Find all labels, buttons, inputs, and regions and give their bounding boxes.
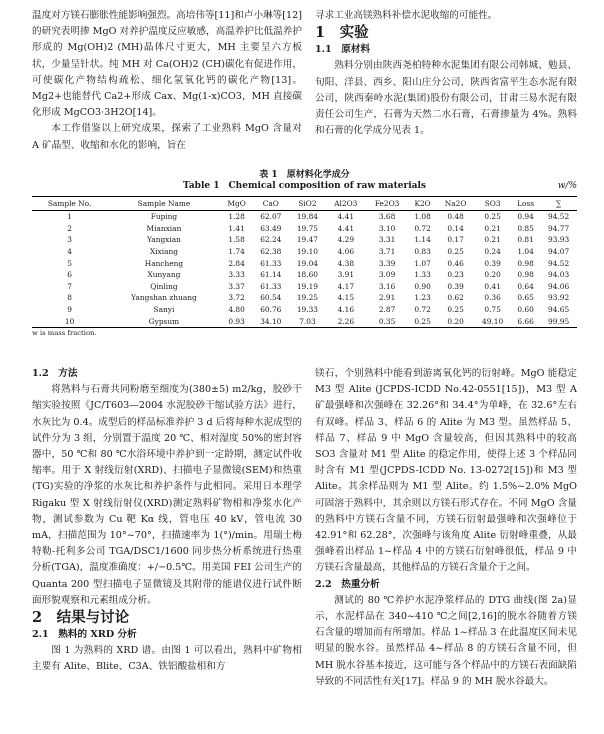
table-cell: 1.28: [228, 212, 245, 222]
table-cell: 0.20: [437, 315, 474, 327]
subsection-heading-methods: 1.2 方法: [32, 368, 78, 379]
table-cell: 2.84: [228, 258, 245, 268]
table-cell: 0.35: [366, 315, 409, 327]
table-cell: 3.10: [378, 223, 396, 233]
table-cell: 0.72: [414, 223, 431, 233]
table-cell: 1.74: [228, 247, 245, 257]
table-header-cell: SO3: [474, 197, 511, 211]
paragraph-aim-continued: 寻求工业高镁熟料补偿水泥收缩的可能性。: [315, 10, 498, 21]
table-cell: 0.21: [484, 223, 501, 233]
table-unit: w/%: [557, 181, 577, 191]
table-cell: 4.15: [337, 293, 355, 303]
table-row: [32, 211, 577, 223]
table-cell: 62.07: [260, 212, 282, 222]
table-cell: 2.26: [326, 315, 366, 327]
table-row: [32, 257, 577, 269]
table-cell: 1.33: [414, 270, 431, 280]
table-cell: 4: [67, 247, 72, 257]
table-cell: 19.75: [296, 223, 319, 233]
paragraph-xrd: 图 1 为熟料的 XRD 谱。由图 1 可以看出，熟料中矿物相主要有 Alite、Blite、C3A、铁铝酸盐相和方: [32, 645, 302, 673]
table-cell: 19.25: [296, 293, 319, 303]
table-cell: 0.98: [517, 270, 534, 280]
table-header-cell: CaO: [252, 197, 289, 211]
table-cell: 1.07: [414, 258, 431, 268]
table-cell: 0.98: [517, 258, 534, 268]
table-body: [32, 211, 577, 328]
paragraph-aim: 本工作借鉴以上研究成果，探索了工业熟料 MgO 含量对 A 矿晶型、收缩和水化的影响，旨在: [32, 123, 302, 151]
table-cell: 0.24: [484, 247, 501, 257]
table-cell: Yangxian: [146, 235, 181, 245]
table-cell: 62.24: [260, 235, 282, 245]
table-cell: 3.39: [378, 258, 396, 268]
right-column-top: [315, 8, 577, 139]
table-cell: 0.25: [408, 315, 437, 327]
table-cell: 1.23: [414, 293, 431, 303]
table-cell: 99.95: [540, 315, 577, 327]
table-row: [32, 281, 577, 293]
table-cell: 94.52: [548, 258, 570, 268]
table-cell: 2.87: [378, 305, 396, 315]
table-cell: 1.08: [414, 212, 431, 222]
table-cell: 0.85: [517, 223, 534, 233]
table-cell: 3: [67, 235, 72, 245]
table-cell: 0.17: [447, 235, 464, 245]
table-cell: 34.10: [252, 315, 289, 327]
table-cell: 18.60: [296, 270, 319, 280]
table-cell: 3.71: [378, 247, 396, 257]
table-header-cell: SiO2: [289, 197, 326, 211]
table-cell: Xixiang: [149, 247, 178, 257]
table-cell: 3.68: [378, 212, 396, 222]
table-cell: 3.16: [378, 281, 396, 291]
table-header-cell: K2O: [408, 197, 437, 211]
table-cell: 19.19: [296, 281, 319, 291]
table-cell: Gypsum: [107, 315, 221, 327]
table-cell: 94.07: [548, 247, 570, 257]
table-cell: 0.39: [484, 258, 501, 268]
table-cell: 19.33: [296, 305, 319, 315]
table-cell: 3.33: [228, 270, 245, 280]
table-cell: 49.10: [474, 315, 511, 327]
table-cell: 0.93: [221, 315, 253, 327]
paragraph-tg: 测试的 80 ℃养护水泥净浆样品的 DTG 曲线(图 2a)显示，水泥样品在 340~410 ℃之间[2,16]的脱水谷随着方镁石含量的增加而有所增加。样品 1~样品 3 在此温度区间未见明显的脱水谷。虽然样品 4~样品 8 的方镁石含量不同，但 MH 脱水谷基本接近，这可能与各个样品中的方镁石表面缺陷导致的不同活性有关[17]。样品 9 的 MH 脱水谷最大。: [315, 594, 577, 687]
subsection-heading-xrd: 2.1 熟料的 XRD 分析: [32, 629, 137, 641]
table-cell: 2: [67, 223, 72, 233]
table-cell: 0.75: [484, 305, 501, 315]
composition-table: [32, 196, 577, 328]
paragraph-methods: 将熟料与石膏共同粉磨至细度为(380±5) m2/kg，胶砂干缩实验按照《JC/T603—2004 水泥胶砂干缩试验方法》进行，水灰比为 0.4。成型后的样品标准养护 3 d 后将每种水泥成型的试件分为 3 组，分别置于温度 20 ℃、相对湿度 50%的密封容器中，50 ℃和 80 ℃水浴环境中养护到一定龄期，测定试件收缩率。用于 X 射线衍射(XRD)、扫描电子显微镜(SEM)和热重(TG)实验的净浆的水灰比和养护条件与此相同。采用日本理学 Rigaku 型 X 射线衍射仪(XRD)测定熟料矿物相和净浆水化产物，测试参数为 Cu 靶 Kα 线，管电压 40 kV，管电流 30 mA，扫描范围为 10°~70°，扫描速率为 1(°)/min。用瑞士梅特勒-托利多公司 TGA/DSC1/1600 同步热分析系统进行热重分析(TGA)，温度准确度：+/−0.5℃。用美国 FEI 公司生产的 Quanta 200 型扫描电子显微镜及其附带的能谱仪进行试件断面形貌观察和元素组成分析。: [32, 384, 303, 606]
table-cell: 0.21: [484, 235, 501, 245]
table-cell: 19.10: [296, 247, 319, 257]
table-cell: 3.72: [228, 293, 245, 303]
table-cell: 1.41: [228, 223, 245, 233]
table-cell: 1.58: [228, 235, 245, 245]
table-caption-cn: 表 1 原材料化学成分: [259, 170, 350, 180]
table-cell: Hancheng: [144, 258, 184, 268]
table-cell: 7: [67, 281, 72, 291]
section-heading-results: 2 结果与讨论: [32, 609, 130, 627]
table-cell: 93.93: [548, 235, 570, 245]
left-column-top: [32, 8, 302, 154]
subsection-heading-raw-materials: 1.1 原材料: [315, 44, 371, 56]
section-heading-experiment: 1 实验: [315, 24, 369, 42]
table-cell: 0.25: [484, 212, 501, 222]
table-header-row: [32, 197, 577, 211]
table-cell: 1.14: [414, 235, 431, 245]
table-cell: 0.48: [447, 212, 464, 222]
table-cell: 0.62: [447, 293, 464, 303]
table-header-cell: MgO: [221, 197, 253, 211]
table-cell: 10: [32, 315, 107, 327]
table-cell: 93.92: [548, 293, 570, 303]
table-cell: 0.94: [517, 212, 534, 222]
table-cell: 0.60: [517, 305, 534, 315]
table-cell: 61.14: [260, 270, 282, 280]
table-cell: Sanyi: [153, 305, 175, 315]
table-cell: 9: [67, 305, 72, 315]
table-cell: 3.91: [337, 270, 355, 280]
table-cell: 0.39: [447, 281, 464, 291]
table-cell: 60.54: [260, 293, 282, 303]
table-row: [32, 234, 577, 246]
table-cell: 60.76: [260, 305, 282, 315]
table-cell: 94.77: [548, 223, 570, 233]
table-cell: 0.81: [517, 235, 534, 245]
table-row: [32, 304, 577, 316]
table-cell: 0.25: [447, 305, 464, 315]
table-cell: 3.31: [378, 235, 396, 245]
table-header-cell: Sample No.: [32, 197, 107, 211]
subsection-heading-tg: 2.2 热重分析: [315, 578, 380, 590]
table-cell: 0.23: [447, 270, 464, 280]
table-cell: 0.25: [447, 247, 464, 257]
table-cell: 1: [67, 212, 72, 222]
table-caption-en: Table 1 Chemical composition of raw materials: [183, 181, 426, 191]
paragraph-xrd-continued: 镁石，个别熟料中能看到游离氧化钙的衍射峰。MgO 能稳定 M3 型 Alite (JCPDS-ICDD No.42-0551[15])，M3 型 A 矿最强峰和次强峰在 32.26°和 34.4°为单峰，在 32.6°左右有双峰。样品 3、样品 6 的 Alite 为 M3 型。虽然样品 5、样品 7、样品 9 中 MgO 含量较高，但因其熟料中的较高 SO3 含量对 M1 型 Alite 的稳定作用，使得上述 3 个样品同时含有 M1 型(JCPDS-ICDD No. 13-0272[15])和 M3 型 Alite。其余样品则为 M1 型 Alite。约 1.5%~2.0% MgO 可固溶于熟料中，其余则以方镁石形式存在。不同 MgO 含量的熟料中方镁石含量不同，方镁石衍射最强峰和次强峰位于 42.91°和 62.28°，次强峰与该角度 Alite 衍射峰重叠，从最强峰看出样品 1~样品 4 中的方镁石衍射峰很低，样品 9 中方镁石含量最高，其他样品的方镁石含量介于之间。: [315, 368, 577, 574]
table-cell: 0.90: [414, 281, 431, 291]
table-cell: 4.38: [337, 258, 355, 268]
table-cell: 4.16: [337, 305, 355, 315]
table-cell: 3.37: [228, 281, 245, 291]
table-caption-en-row: [32, 181, 577, 192]
table-cell: 63.49: [260, 223, 282, 233]
table-row: [32, 246, 577, 258]
table-cell: 0.36: [484, 293, 501, 303]
table-cell: 94.65: [548, 305, 570, 315]
table-cell: 94.06: [548, 281, 570, 291]
right-column-bottom: [315, 366, 577, 690]
left-column-bottom: [32, 366, 302, 676]
table-row: [32, 292, 577, 304]
table-header-cell: ∑: [540, 197, 577, 211]
table-header-cell: Na2O: [437, 197, 474, 211]
table-cell: 0.65: [517, 293, 534, 303]
table-cell: 61.33: [260, 258, 282, 268]
table-cell: 0.46: [447, 258, 464, 268]
table-cell: 4.06: [337, 247, 355, 257]
table-cell: 1.04: [517, 247, 534, 257]
table-cell: 94.03: [548, 270, 570, 280]
table-cell: 19.47: [296, 235, 319, 245]
table-1: [32, 170, 577, 338]
table-cell: 6: [67, 270, 72, 280]
table-cell: 19.04: [296, 258, 319, 268]
table-cell: 4.80: [228, 305, 245, 315]
table-cell: 2.91: [378, 293, 396, 303]
table-note: w is mass fraction.: [32, 328, 97, 337]
table-header-cell: Sample Name: [107, 197, 221, 211]
table-cell: 62.38: [260, 247, 282, 257]
table-cell: 5: [67, 258, 72, 268]
table-cell: Fuping: [150, 212, 178, 222]
table-cell: 6.66: [511, 315, 540, 327]
table-cell: Yangshan zhuang: [131, 293, 197, 303]
table-cell: 8: [67, 293, 72, 303]
table-cell: 7.03: [289, 315, 326, 327]
table-cell: 4.29: [337, 235, 355, 245]
table-cell: 0.41: [484, 281, 501, 291]
table-cell: 4.17: [337, 281, 355, 291]
table-header-cell: Loss: [511, 197, 540, 211]
table-cell: 0.14: [447, 223, 464, 233]
table-cell: 0.83: [414, 247, 431, 257]
table-cell: 61.33: [260, 281, 282, 291]
table-header-cell: Al2O3: [326, 197, 366, 211]
table-cell: Xunyang: [147, 270, 181, 280]
table-cell: Qinling: [150, 281, 178, 291]
table-cell: 4.41: [337, 212, 355, 222]
table-row: [32, 269, 577, 281]
paragraph-intro-mgo: 温度对方镁石膨胀性能影响强烈。高培伟等[11]和卢小琳等[12]的研究表明掺 MgO 对养护温度反应敏感，高温养护比低温养护形成的 Mg(OH)2 (MH)晶体尺寸更大，MH 主要呈六方板状，少量呈针状。纯 MH 对 Ca(OH)2 (CH)碳化有促进作用，可使碳化产物结构疏松、细化氢氧化钙的碳化产物[13]。Mg2+也能替代 Ca2+形成 Cax、Mg(1-x)CO3，MH 直接碳化形成 MgCO3·3H2O[14]。: [32, 10, 302, 119]
table-cell: 0.64: [517, 281, 534, 291]
table-cell: 19.84: [296, 212, 319, 222]
table-row: [32, 223, 577, 235]
table-header-cell: Fe2O3: [366, 197, 409, 211]
table-cell: 94.52: [548, 212, 570, 222]
table-cell: 0.20: [484, 270, 501, 280]
paragraph-raw-materials: 熟料分别由陕西尧柏特种水泥集团有限公司韩城、勉县、旬阳、洋县、西乡、阳山庄分公司，陕西省富平生态水泥有限公司，陕西秦岭水泥(集团)股份有限公司，甘肃三易水泥有限责任公司生产，石膏为天然二水石膏，石膏掺量为 4%。熟料和石膏的化学成分见表 1。: [315, 60, 577, 137]
table-cell: Mianxian: [146, 223, 182, 233]
table-cell: 0.72: [414, 305, 431, 315]
table-cell: 3.09: [378, 270, 396, 280]
table-cell: 4.41: [337, 223, 355, 233]
table-row: [32, 315, 577, 327]
